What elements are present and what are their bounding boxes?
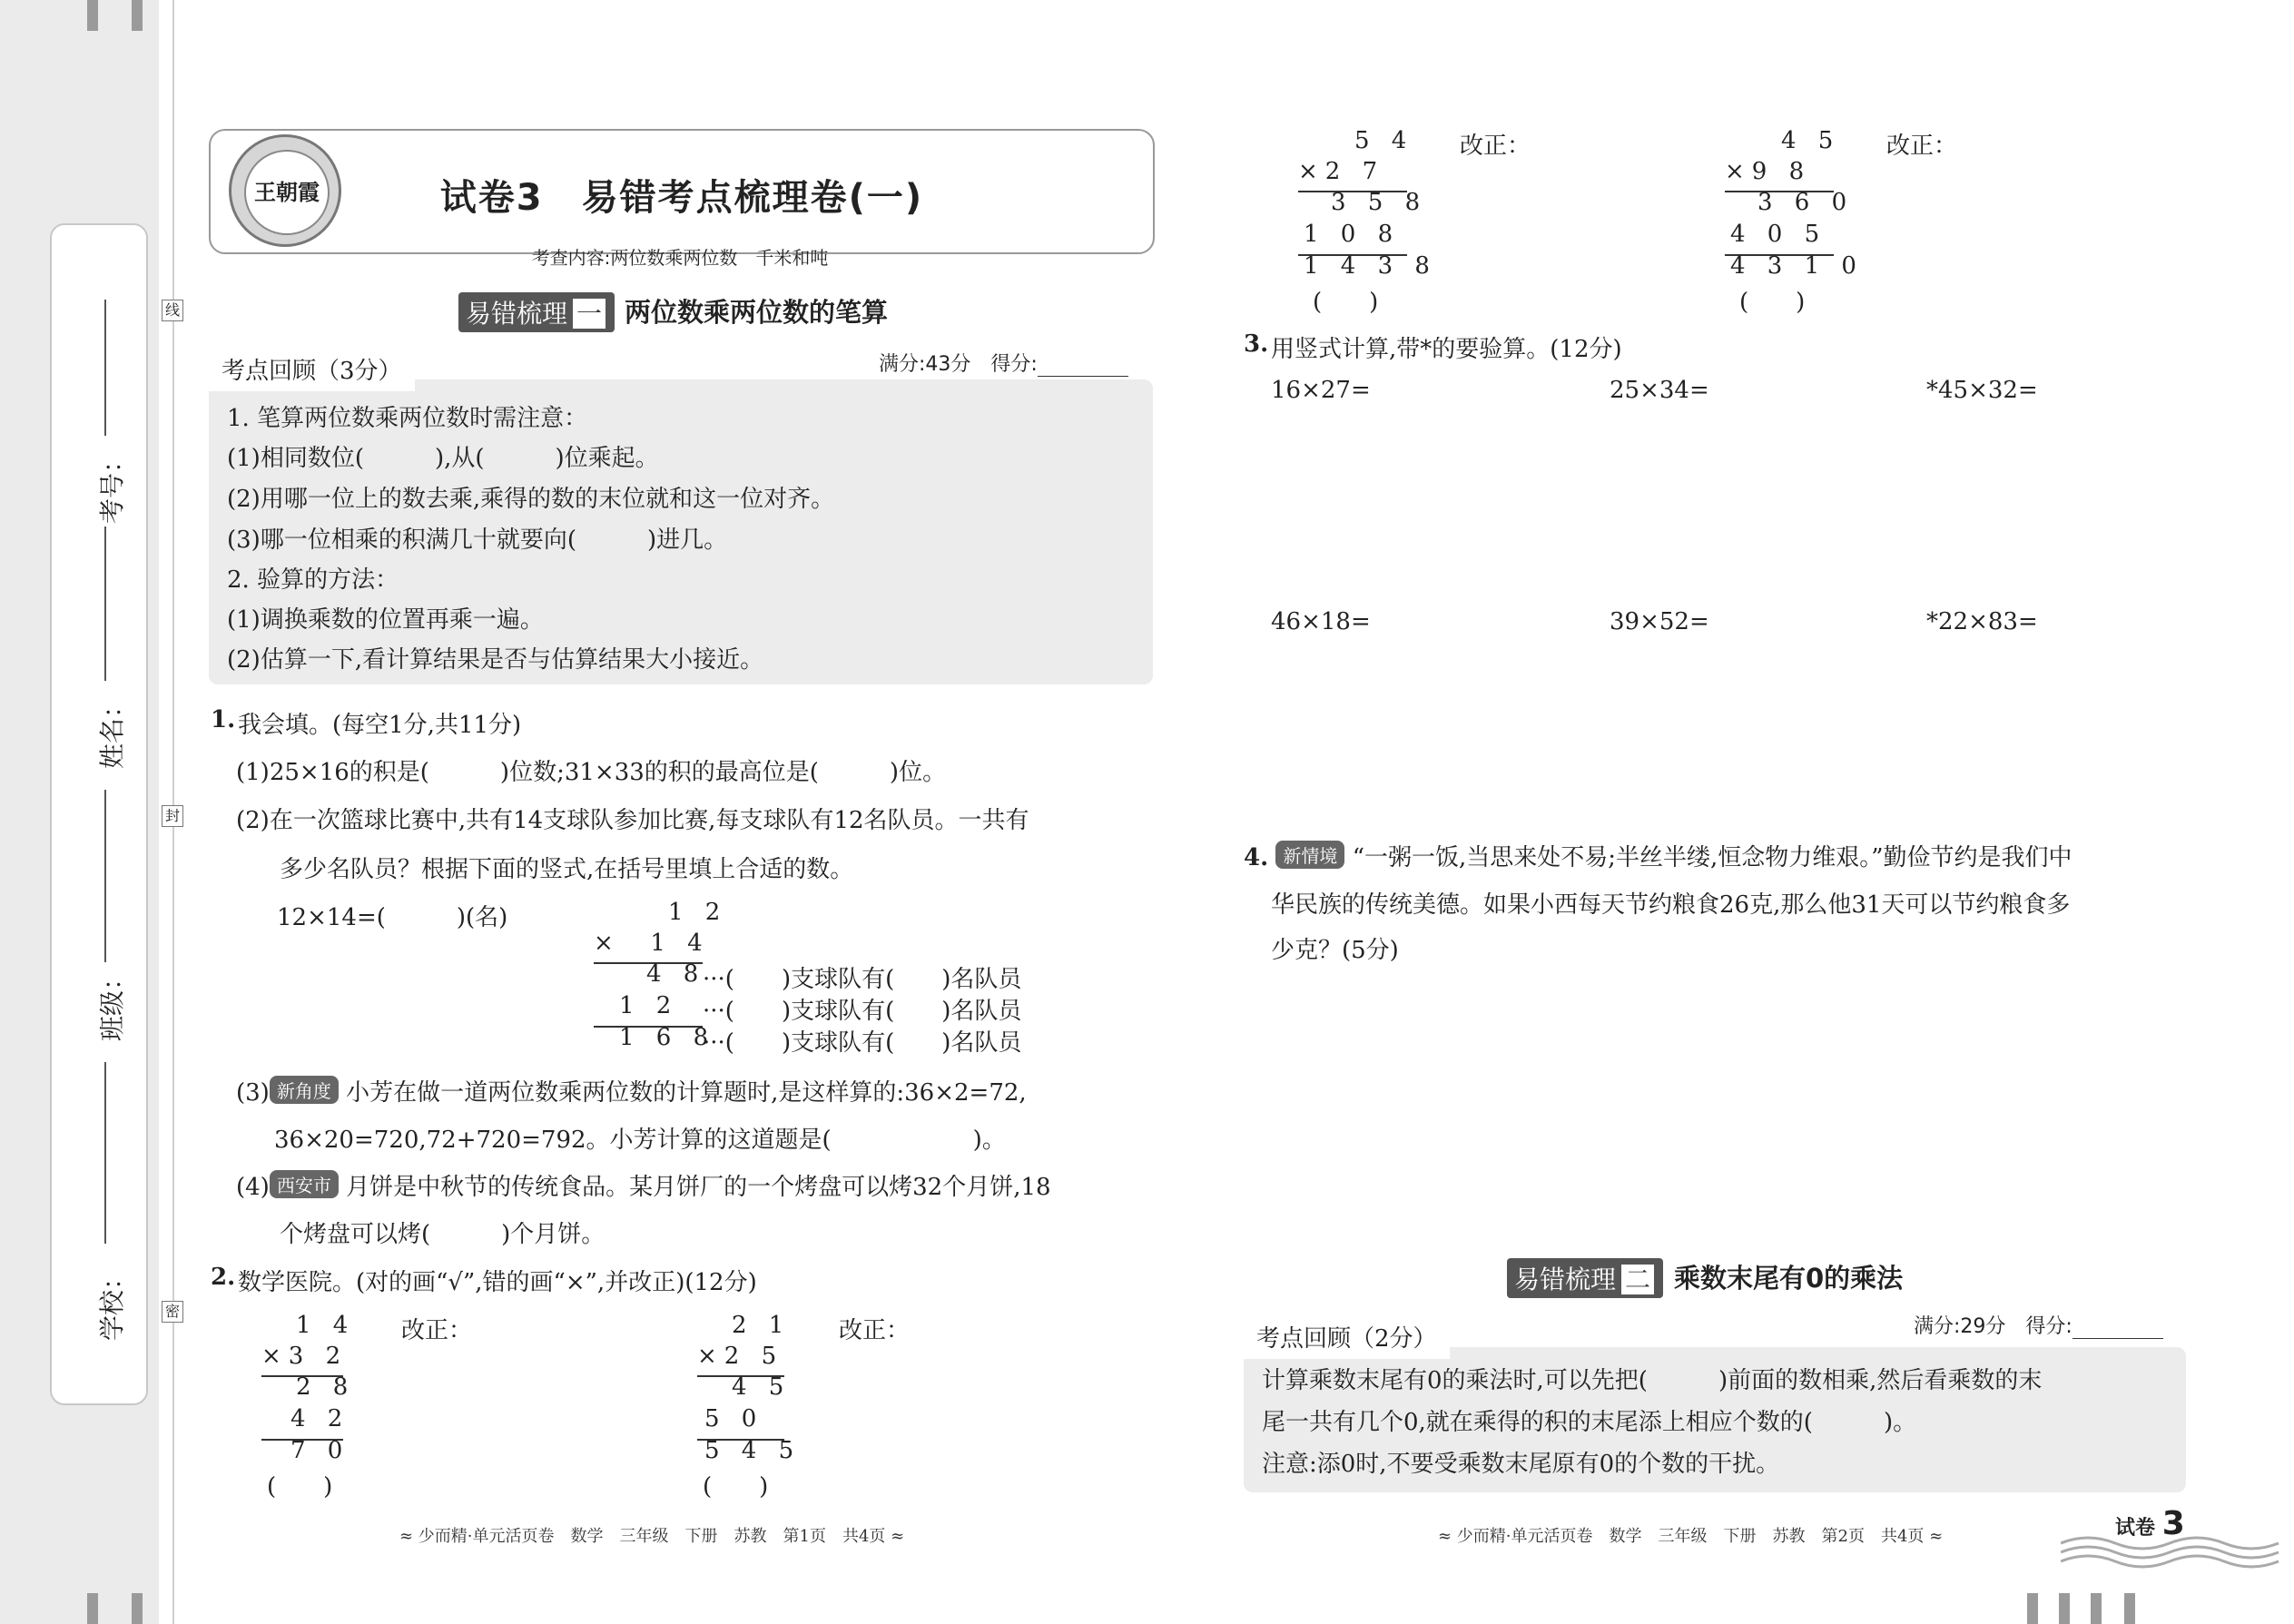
q3-item: 16×27=	[1271, 377, 1371, 404]
review-line: 2. 验算的方法：	[227, 566, 399, 594]
section2-score-field[interactable]	[2072, 1320, 2163, 1339]
vcalc-row: 4 5	[732, 1373, 792, 1401]
q3-item: *22×83=	[1926, 608, 2038, 635]
review-line: 1. 笔算两位数乘两位数时需注意：	[227, 405, 588, 432]
section1-num: 一	[571, 297, 607, 330]
edge-tick	[132, 1593, 143, 1624]
vcalc-row: ×2 5	[697, 1343, 784, 1370]
vcalc-row: 2 8	[296, 1373, 356, 1401]
q2-correct-label-b: 改正：	[839, 1317, 911, 1344]
vcalc-row: 4 5	[1781, 127, 1841, 154]
vcalc-row: 1 2	[668, 899, 728, 926]
footer-right: ≈ 少而精·单元活页卷 数学 三年级 下册 苏教 第2页 共4页 ≈	[1438, 1527, 1944, 1546]
student-info-box	[50, 223, 148, 1405]
vcalc-row: × 1 4	[594, 930, 710, 957]
vcalc-row: 3 6 0	[1757, 189, 1855, 216]
section2-tag-text: 易错梳理	[1514, 1265, 1617, 1294]
q3-item: 25×34=	[1610, 377, 1709, 404]
vcalc-row: 5 0	[704, 1405, 764, 1432]
section2-num: 二	[1620, 1263, 1656, 1296]
vcalc-row: 4 8	[646, 960, 706, 988]
seal-char-secret: 密	[162, 1301, 183, 1323]
q1-part3	[236, 1074, 1027, 1107]
q4-line3: 少克？(5分)	[1271, 937, 1399, 964]
q1-note: ···( )支球队有( )名队员	[703, 998, 1022, 1025]
vcalc-row: ×9 8	[1725, 158, 1812, 185]
q1-part4-num: (4)	[236, 1174, 270, 1201]
vcalc-row: 1 2	[619, 992, 679, 1019]
logo-text: 王朝霞	[244, 150, 330, 235]
publisher-logo	[229, 134, 341, 247]
seal-char-seal: 封	[162, 805, 183, 827]
q3-heading: 用竖式计算,带*的要验算。(12分)	[1271, 336, 1622, 363]
footer-left: ≈ 少而精·单元活页卷 数学 三年级 下册 苏教 第1页 共4页 ≈	[399, 1527, 905, 1546]
q1-part4-line1: 月饼是中秋节的传统食品。某月饼厂的一个烤盘可以烤32个月饼,18	[346, 1174, 1051, 1201]
new-angle-badge: 新角度	[270, 1076, 339, 1104]
q1-note: ···( )支球队有( )名队员	[703, 966, 1022, 993]
section2-score-text: 满分:29分 得分:	[1914, 1315, 2072, 1338]
review-line: (2)估算一下,看计算结果是否与估算结果大小接近。	[227, 646, 764, 674]
school-field[interactable]	[104, 1062, 106, 1244]
paper-number	[2115, 1505, 2185, 1542]
answer-paren[interactable]: ( )	[267, 1473, 333, 1501]
section1-score-field[interactable]	[1038, 358, 1128, 377]
page-title: 试卷3 易错考点梳理卷(一)	[439, 177, 924, 219]
q1-part3-line1: 小芳在做一道两位数乘两位数的计算题时,是这样算的:36×2=72,	[346, 1079, 1027, 1107]
name-label: 姓名：	[97, 692, 128, 770]
vcalc-row: 3 5 8	[1331, 189, 1428, 216]
q4-text1: “一粥一饭,当思来处不易;半丝半缕,恒念物力维艰。”勤俭节约是我们中	[1352, 844, 2072, 871]
seal-char-line: 线	[162, 300, 183, 321]
vcalc-row: 1 4	[296, 1312, 356, 1339]
vcalc-row: 1 0 8	[1304, 221, 1401, 248]
exam-number-label: 考号：	[97, 447, 128, 525]
q3-item: 46×18=	[1271, 608, 1371, 635]
section2-review-tab: 考点回顾（2分）	[1244, 1314, 1450, 1359]
vcalc-row: 7 0	[290, 1437, 350, 1464]
vcalc-row: 4 0 5	[1730, 221, 1827, 248]
school-label: 学校：	[97, 1264, 128, 1342]
q1-equation: 12×14=( )(名)	[277, 904, 508, 931]
section2-line: 注意:添0时,不要受乘数末尾原有0的个数的干扰。	[1262, 1451, 1780, 1478]
vcalc-row: 1 4 3 8	[1304, 252, 1437, 280]
vcalc-row: 4 2	[290, 1405, 350, 1432]
new-context-badge: 新情境	[1275, 841, 1344, 869]
city-badge: 西安市	[270, 1170, 339, 1198]
vcalc-row: ×3 2	[261, 1343, 349, 1370]
section2-line: 计算乘数末尾有0的乘法时,可以先把( )前面的数相乘,然后看乘数的末	[1262, 1367, 2043, 1394]
section2-tag	[1507, 1258, 1663, 1298]
q3-number: 3.	[1244, 330, 1269, 358]
q2-correct-label-d: 改正：	[1886, 133, 1958, 160]
q1-part2-line2: 多少名队员？根据下面的竖式,在括号里填上合适的数。	[280, 856, 854, 883]
section1-score-text: 满分:43分 得分:	[879, 353, 1038, 376]
section1-tag-text: 易错梳理	[466, 299, 568, 329]
edge-tick	[132, 0, 143, 31]
section2-line: 尾一共有几个0,就在乘得的积的末尾添上相应个数的( )。	[1262, 1409, 1917, 1436]
edge-tick	[87, 1593, 98, 1624]
q2-correct-label-c: 改正：	[1460, 133, 1531, 160]
edge-tick	[2091, 1593, 2102, 1624]
q1-part4	[236, 1168, 1051, 1202]
vcalc-row: 4 3 1 0	[1730, 252, 1864, 280]
q1-number: 1.	[211, 706, 236, 733]
q2-heading: 数学医院。(对的画“√”,错的画“×”,并改正)(12分)	[238, 1269, 757, 1296]
review-line: (1)调换乘数的位置再乘一遍。	[227, 606, 544, 634]
edge-tick	[2124, 1593, 2135, 1624]
section1-review-tab: 考点回顾（3分）	[209, 347, 415, 391]
q3-item: 39×52=	[1610, 608, 1709, 635]
section1-tag	[458, 292, 615, 332]
q1-part3-line2: 36×20=720,72+720=792。小芳计算的这道题是( )。	[274, 1127, 1006, 1154]
vcalc-row: 2 1	[732, 1312, 792, 1339]
exam-number-field[interactable]	[104, 300, 106, 436]
q1-note: ···( )支球队有( )名队员	[703, 1029, 1022, 1057]
answer-paren[interactable]: ( )	[1739, 289, 1806, 316]
q2-number: 2.	[211, 1264, 236, 1291]
section2-score	[1914, 1311, 2163, 1339]
answer-paren[interactable]: ( )	[703, 1473, 769, 1501]
paper-label: 试卷	[2115, 1517, 2156, 1540]
edge-tick	[2059, 1593, 2070, 1624]
q4-number: 4.	[1244, 844, 1269, 871]
section2-title: 乘数末尾有0的乘法	[1674, 1263, 1904, 1294]
vcalc-row: 5 4	[1354, 127, 1414, 154]
review-line: (2)用哪一位上的数去乘,乘得的数的末位就和这一位对齐。	[227, 486, 835, 513]
section1-title: 两位数乘两位数的笔算	[625, 297, 889, 328]
class-label: 班级：	[97, 964, 128, 1042]
review-line: (1)相同数位( ),从( )位乘起。	[227, 445, 659, 472]
q3-item: *45×32=	[1926, 377, 2038, 404]
q4-line2: 华民族的传统美德。如果小西每天节约粮食26克,那么他31天可以节约粮食多	[1271, 891, 2071, 919]
edge-tick	[87, 0, 98, 31]
review-line: (3)哪一位相乘的积满几十就要向( )进几。	[227, 527, 728, 554]
q1-part2-line1: (2)在一次篮球比赛中,共有14支球队参加比赛,每支球队有12名队员。一共有	[236, 807, 1029, 834]
name-field[interactable]	[104, 527, 106, 681]
page-subtitle: 考查内容:两位数乘两位数 千米和吨	[531, 247, 829, 269]
q1-heading: 我会填。(每空1分,共11分)	[238, 712, 522, 739]
paper-number-value: 3	[2161, 1505, 2185, 1542]
vcalc-row: 1 6 8	[619, 1024, 716, 1051]
edge-tick	[2027, 1593, 2038, 1624]
q1-part3-num: (3)	[236, 1079, 270, 1107]
answer-paren[interactable]: ( )	[1313, 289, 1379, 316]
title-box	[209, 129, 1155, 254]
q1-part1: (1)25×16的积是( )位数;31×33的积的最高位是( )位。	[236, 759, 947, 786]
class-field[interactable]	[104, 790, 106, 962]
vcalc-row: ×2 7	[1298, 158, 1385, 185]
q1-part4-line2: 个烤盘可以烤( )个月饼。	[280, 1221, 605, 1248]
vcalc-row: 5 4 5	[704, 1437, 802, 1464]
section1-score	[879, 349, 1128, 377]
q2-correct-label-a: 改正：	[401, 1317, 473, 1344]
q4-line1	[1244, 839, 2072, 872]
